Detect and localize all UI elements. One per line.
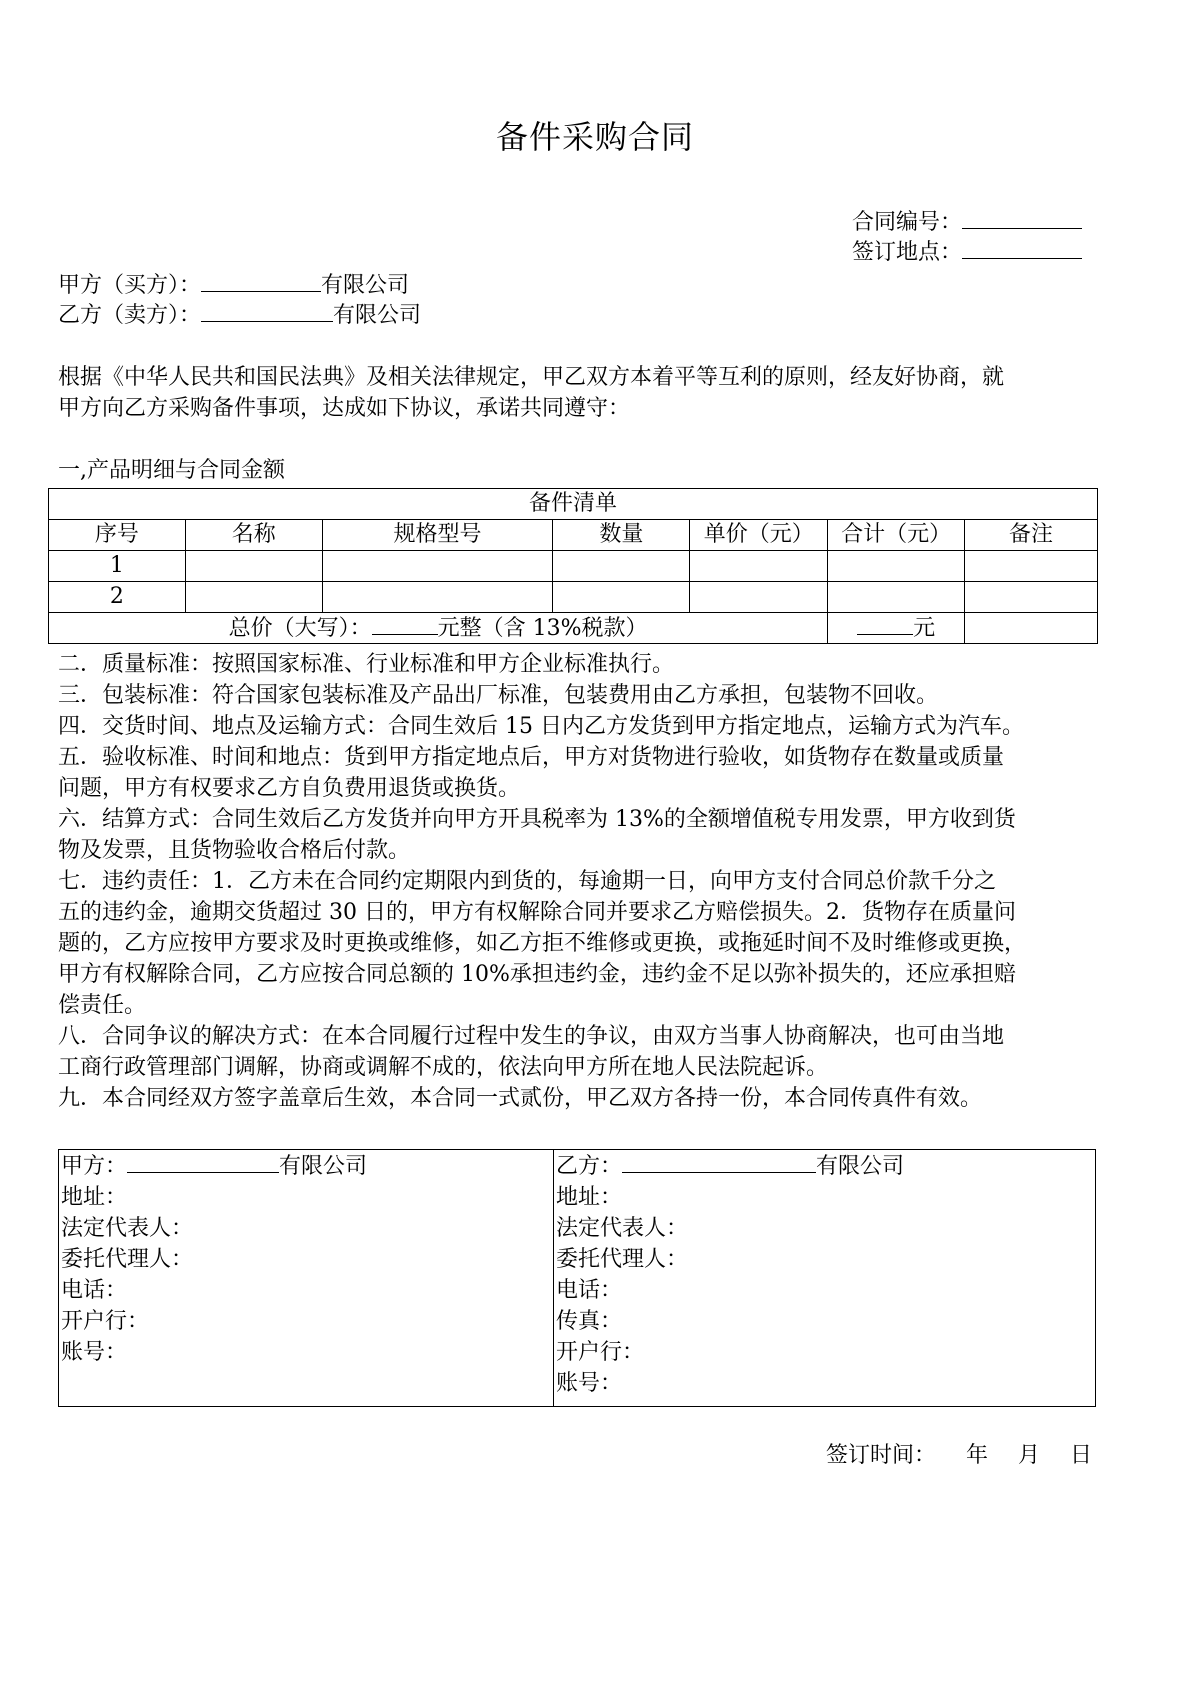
total-remark-cell[interactable]: [965, 613, 1098, 644]
cell-remark[interactable]: [965, 582, 1098, 613]
party-a-name-row: [59, 1150, 553, 1182]
signature-block: [58, 1149, 1096, 1407]
party-a-phone-field[interactable]: 电话：: [61, 1278, 128, 1303]
party-b-name-row: [554, 1150, 1095, 1182]
party-a-account-field[interactable]: 账号：: [61, 1340, 128, 1365]
party-a-sig-suffix: 有限公司: [279, 1154, 368, 1179]
header-cell: 数量: [553, 520, 690, 551]
clause-line: 五．验收标准、时间和地点：货到甲方指定地点后，甲方对货物进行验收，如货物存在数量或质量: [58, 745, 1005, 770]
party-a-bank-field[interactable]: 开户行：: [61, 1309, 150, 1334]
party-a-suffix: 有限公司: [321, 273, 410, 298]
clause-line: 四．交货时间、地点及运输方式：合同生效后 15 日内乙方发货到甲方指定地点，运输方式为汽车。: [58, 714, 1024, 739]
section-1-title: 一,产品明细与合同金额: [58, 458, 285, 483]
party-b-name-blank[interactable]: [201, 299, 333, 322]
contract-number-row: [852, 206, 1082, 238]
clause-line: 九．本合同经双方签字盖章后生效，本合同一式贰份，甲乙双方各持一份，本合同传真件有效。: [58, 1086, 983, 1111]
clause-line: 二．质量标准：按照国家标准、行业标准和甲方企业标准执行。: [58, 652, 675, 677]
sign-date-label: 签订时间：: [825, 1443, 936, 1468]
total-number-cell: [828, 613, 965, 644]
cell-quantity[interactable]: [553, 551, 690, 582]
sign-date-row: [826, 1438, 1092, 1469]
clause-line: 物及发票，且货物验收合格后付款。: [58, 838, 411, 863]
intro-line: 根据《中华人民共和国民法典》及相关法律规定，甲乙双方本着平等互利的原则，经友好协商，就: [58, 365, 1005, 390]
party-b-legal-rep-field[interactable]: 法定代表人：: [556, 1216, 689, 1241]
header-cell: 名称: [185, 520, 322, 551]
cell-index: 1: [49, 551, 186, 582]
cell-name[interactable]: [185, 551, 322, 582]
header-cell: 合计（元）: [828, 520, 965, 551]
total-suffix: 元整（含 13%税款）: [437, 615, 648, 641]
header-cell: 单价（元）: [690, 520, 828, 551]
cell-unit-price[interactable]: [690, 551, 828, 582]
cell-spec[interactable]: [322, 582, 553, 613]
party-a-signature: [59, 1150, 554, 1406]
table-header-row: [49, 520, 1098, 551]
cell-subtotal[interactable]: [828, 582, 965, 613]
party-b-agent-field[interactable]: 委托代理人：: [556, 1247, 689, 1272]
table-caption: 备件清单: [49, 489, 1098, 520]
party-b-signature: [554, 1150, 1095, 1406]
intro-paragraph: [58, 362, 1088, 424]
sign-place-label: 签订地点：: [852, 240, 963, 265]
total-words-blank[interactable]: [372, 614, 438, 635]
clause-line: 题的，乙方应按甲方要求及时更换或维修，如乙方拒不维修或更换，或拖延时间不及时维修或更换，: [58, 931, 1027, 956]
party-b-fax-field[interactable]: 传真：: [556, 1309, 623, 1334]
party-b-address-field[interactable]: 地址：: [556, 1185, 623, 1210]
intro-line: 甲方向乙方采购备件事项，达成如下协议，承诺共同遵守：: [58, 396, 631, 421]
party-b-sig-label: 乙方：: [556, 1154, 623, 1179]
party-a-row: [58, 269, 409, 301]
clause-line: 甲方有权解除合同，乙方应按合同总额的 10%承担违约金，违约金不足以弥补损失的，还应承担赔: [58, 962, 1016, 987]
party-b-sig-suffix: 有限公司: [816, 1154, 905, 1179]
clause-line: 七．违约责任：1．乙方未在合同约定期限内到货的，每逾期一日，向甲方支付合同总价款千分之: [58, 869, 997, 894]
day-label: 日: [1069, 1443, 1092, 1468]
clause-line: 六．结算方式：合同生效后乙方发货并向甲方开具税率为 13%的全额增值税专用发票，甲方收到货: [58, 807, 1016, 832]
clauses-section: [58, 649, 1088, 1114]
clause-line: 问题，甲方有权要求乙方自负费用退货或换货。: [58, 776, 521, 801]
clause-line: 偿责任。: [58, 993, 147, 1018]
year-label: 年: [965, 1443, 988, 1468]
table-row: [49, 582, 1098, 613]
table-total-row: [49, 613, 1098, 644]
party-b-bank-field[interactable]: 开户行：: [556, 1340, 645, 1365]
clause-line: 八．合同争议的解决方式：在本合同履行过程中发生的争议，由双方当事人协商解决，也可由当地: [58, 1024, 1005, 1049]
parts-list-table: [48, 488, 1098, 644]
total-unit: 元: [913, 615, 936, 641]
party-a-sig-label: 甲方：: [61, 1154, 128, 1179]
party-b-account-field[interactable]: 账号：: [556, 1371, 623, 1396]
clause-line: 三．包装标准：符合国家包装标准及产品出厂标准，包装费用由乙方承担，包装物不回收。: [58, 683, 939, 708]
party-b-sig-name-blank[interactable]: [622, 1150, 816, 1173]
cell-index: 2: [49, 582, 186, 613]
cell-remark[interactable]: [965, 551, 1098, 582]
document-title: 备件采购合同: [495, 118, 694, 156]
header-cell: 序号: [49, 520, 186, 551]
cell-unit-price[interactable]: [690, 582, 828, 613]
table-row: [49, 551, 1098, 582]
header-cell: 备注: [965, 520, 1098, 551]
sign-place-row: [852, 236, 1082, 268]
party-a-address-field[interactable]: 地址：: [61, 1185, 128, 1210]
total-prefix: 总价（大写）：: [228, 615, 372, 641]
party-a-legal-rep-field[interactable]: 法定代表人：: [61, 1216, 194, 1241]
party-a-label: 甲方（买方）：: [58, 273, 202, 298]
party-a-sig-name-blank[interactable]: [127, 1150, 279, 1173]
party-a-name-blank[interactable]: [201, 269, 321, 292]
header-cell: 规格型号: [322, 520, 553, 551]
party-b-label: 乙方（卖方）：: [58, 303, 202, 328]
sign-place-blank[interactable]: [962, 236, 1082, 259]
contract-number-label: 合同编号：: [852, 210, 963, 235]
cell-quantity[interactable]: [553, 582, 690, 613]
clause-line: 工商行政管理部门调解，协商或调解不成的，依法向甲方所在地人民法院起诉。: [58, 1055, 829, 1080]
total-number-blank[interactable]: [857, 614, 913, 635]
cell-name[interactable]: [185, 582, 322, 613]
cell-spec[interactable]: [322, 551, 553, 582]
contract-number-blank[interactable]: [962, 206, 1082, 229]
party-a-agent-field[interactable]: 委托代理人：: [61, 1247, 194, 1272]
party-b-phone-field[interactable]: 电话：: [556, 1278, 623, 1303]
clause-line: 五的违约金，逾期交货超过 30 日的，甲方有权解除合同并要求乙方赔偿损失。2．货物存在质量问: [58, 900, 1016, 925]
total-amount-cell: [49, 613, 828, 644]
party-b-row: [58, 299, 421, 331]
cell-subtotal[interactable]: [828, 551, 965, 582]
party-b-suffix: 有限公司: [333, 303, 422, 328]
month-label: 月: [1017, 1443, 1040, 1468]
